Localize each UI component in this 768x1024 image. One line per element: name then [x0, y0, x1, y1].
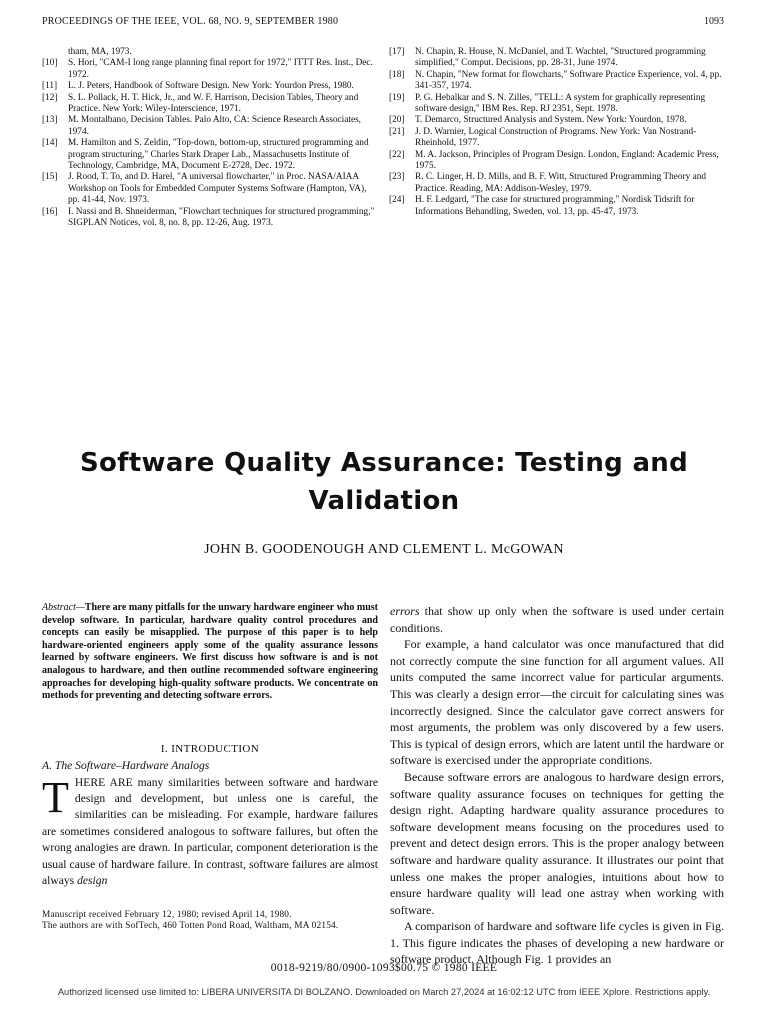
reference-item [42, 58, 380, 81]
intro-tail: design [77, 874, 108, 887]
reference-text: N. Chapin, R. House, N. McDaniel, and T. Wachtel, "Structured programming simplified," Comput. Decisions, pp. 28-31, June 1974. [415, 47, 706, 69]
reference-number: [14] [42, 138, 58, 149]
reference-number: [10] [42, 58, 58, 69]
reference-number: [23] [389, 172, 405, 183]
reference-item [389, 70, 723, 93]
copyright-line: 0018-9219/80/0900-1093$00.75 © 1980 IEEE [270, 962, 498, 974]
intro-text: many similarities between software and hardware design and development, but unless one is careful, the similarities can be misleading. For example, hardware failures are sometimes considered analogous to software failures, but often the wrong analogies are drawn. In particular, component deterioration is the usual cause of hardware failure. In contrast, software failures are almost always [42, 775, 378, 887]
reference-item [389, 47, 723, 70]
right-body-column [390, 603, 724, 968]
paragraph: Because software errors are analogous to hardware design errors, software quality assurance focuses on techniques for getting the design right. Adapting hardware quality assurance procedures to software development means focusing on the procedures used to prevent and detect design errors. This is the proper analogy between software and hardware quality assurance. It illustrates our point that unless one makes the proper analogies, intuitions about how to ensure hardware quality will lead one astray when working with software. [390, 769, 724, 917]
reference-text: R. C. Linger, H. D. Mills, and B. F. Witt, Structured Programming Theory and Practice. Reading, MA: Addison-Wesley, 1979. [415, 172, 706, 194]
reference-number [42, 47, 68, 58]
paragraph [390, 603, 724, 636]
reference-item [42, 115, 380, 138]
references-left-column [42, 47, 380, 230]
reference-item [42, 47, 380, 58]
reference-item [389, 172, 723, 195]
reference-text: H. F. Ledgard, "The case for structured programming," Nordisk Tidsrift for Informations Behandling, Sweden, vol. 13, pp. 45-47, 1973. [415, 195, 695, 217]
reference-text: M. Hamilton and S. Zeldin, "Top-down, bottom-up, structured programming and program structuring," Charles Stark Draper Lab., Massachusetts Institute of Technology, Cambridge, MA, Document E-2728, Dec. 1972. [68, 138, 369, 172]
reference-text: I. Nassi and B. Shneiderman, "Flowchart techniques for structured programming," SIGPLAN Notices, vol. 8, no. 8, pp. 12-26, Aug. 1973. [68, 206, 375, 229]
reference-item [389, 93, 723, 116]
reference-text: P. G. Hebalkar and S. N. Zilles, "TELL: A system for graphically representing software design," IBM Res. Rep. RJ 2351, Sept. 1978. [415, 92, 706, 115]
license-notice: Authorized licensed use limited to: LIBERA UNIVERSITA DI BOLZANO. Downloaded on March 27,2024 at 16:02:12 UTC from IEEE Xplore. Restrictions apply. [57, 987, 711, 997]
reference-text: M. A. Jackson, Principles of Program Design. London, England: Academic Press, 1975. [415, 149, 719, 172]
reference-item [389, 115, 723, 126]
journal-header: PROCEEDINGS OF THE IEEE, VOL. 68, NO. 9, SEPTEMBER 1980 [42, 16, 339, 27]
paragraph-text: that show up only when the software is used under certain conditions. [390, 604, 724, 635]
reference-item [42, 207, 380, 230]
reference-item [389, 127, 723, 150]
reference-text: M. Montalbano, Decision Tables. Palo Alto, CA: Science Research Associates, 1974. [68, 115, 362, 137]
page-number: 1093 [704, 16, 724, 27]
reference-item [42, 172, 380, 206]
reference-text: tham, MA, 1973. [68, 47, 132, 57]
reference-number: [20] [389, 115, 405, 126]
abstract-text: There are many pitfalls for the unwary hardware engineer who must develop software. In particular, hardware quality control procedures and concepts can easily be misapplied. The purpose of this paper is to help hardware-oriented engineers apply some of the quality assurance lessons learned by software engineers. We first discuss how software is and is not analogous to hardware, and then outline recommended software engineering approaches for developing high-quality software products. We concentrate on methods for preventing and detecting software errors. [42, 602, 378, 702]
subsection-heading: A. The Software–Hardware Analogs [42, 759, 210, 773]
abstract [42, 602, 378, 703]
section-heading: I. INTRODUCTION [160, 742, 260, 755]
reference-item [42, 93, 380, 116]
reference-number: [22] [389, 149, 405, 160]
reference-item [389, 195, 723, 218]
footnote-affiliation: The authors are with SofTech, 460 Totten Pond Road, Waltham, MA 02154. [42, 921, 339, 931]
reference-text: T. Demarco, Structured Analysis and System. New York: Yourdon, 1978. [415, 115, 687, 126]
paper-title-line-1: Software Quality Assurance: Testing and [79, 448, 689, 478]
references-right-column [389, 47, 723, 218]
paper-title-line-2: Validation [308, 486, 460, 516]
paragraph: A comparison of hardware and software life cycles is given in Fig. 1. This figure indicates the phases of developing a new hardware or software product. Although Fig. 1 provides an [390, 919, 724, 967]
abstract-label: Abstract— [42, 602, 85, 613]
drop-cap: T [42, 772, 69, 822]
reference-number: [13] [42, 115, 58, 126]
paper-title [60, 444, 708, 520]
intro-paragraph [42, 772, 378, 890]
reference-number: [24] [389, 195, 405, 206]
reference-text: N. Chapin, "New format for flowcharts," Software Practice Experience, vol. 4, pp. 341-357, 1974. [415, 69, 722, 92]
left-body-column [42, 602, 378, 889]
reference-number: [18] [389, 69, 405, 80]
reference-item [389, 150, 723, 173]
paragraph: For example, a hand calculator was once manufactured that did not correctly compute the sine function for all argument values. All units computed the same incorrect value for particular arguments. This was clearly a design error—the circuit for calculating sines was incorrectly designed. Since the calculator gave correct answers for most arguments, the problem was only discovered by a few users. This is typical of design errors, which are latent until the hardware or software is exercised under the appropriate conditions. [390, 637, 724, 768]
reference-text: J. D. Warnier, Logical Construction of Programs. New York: Van Nostrand-Rheinhold, 1977. [415, 126, 697, 149]
reference-text: S. Hori, "CAM-I long range planning final report for 1972," ITTT Res. Inst., Dec. 1972. [68, 58, 373, 80]
reference-number: [11] [42, 81, 58, 92]
reference-number: [17] [389, 47, 405, 57]
reference-text: L. J. Peters, Handbook of Software Design. New York: Yourdon Press, 1980. [68, 81, 354, 92]
reference-number: [16] [42, 206, 58, 217]
footnote [42, 910, 382, 932]
reference-text: S. L. Pollack, H. T. Hick, Jr., and W. F. Harrison, Decision Tables, Theory and Practice. New York: Wiley-Interscience, 1971. [68, 92, 359, 115]
reference-number: [19] [389, 92, 405, 103]
authors: JOHN B. GOODENOUGH AND CLEMENT L. McGOWAN [204, 542, 564, 557]
footnote-manuscript: Manuscript received February 12, 1980; revised April 14, 1980. [42, 910, 292, 920]
reference-item [42, 138, 380, 172]
intro-lead: HERE ARE [74, 775, 133, 789]
paragraph-italic-lead: errors [390, 604, 420, 618]
reference-number: [12] [42, 92, 58, 103]
reference-text: J. Rood, T. To, and D. Harel, "A universal flowcharter," in Proc. NASA/AIAA Workshop on Tools for Embedded Computer Systems Software (Hampton, VA), pp. 41-44, Nov. 1973. [68, 172, 367, 206]
reference-number: [15] [42, 172, 58, 183]
reference-number: [21] [389, 126, 405, 137]
reference-item [42, 81, 380, 92]
